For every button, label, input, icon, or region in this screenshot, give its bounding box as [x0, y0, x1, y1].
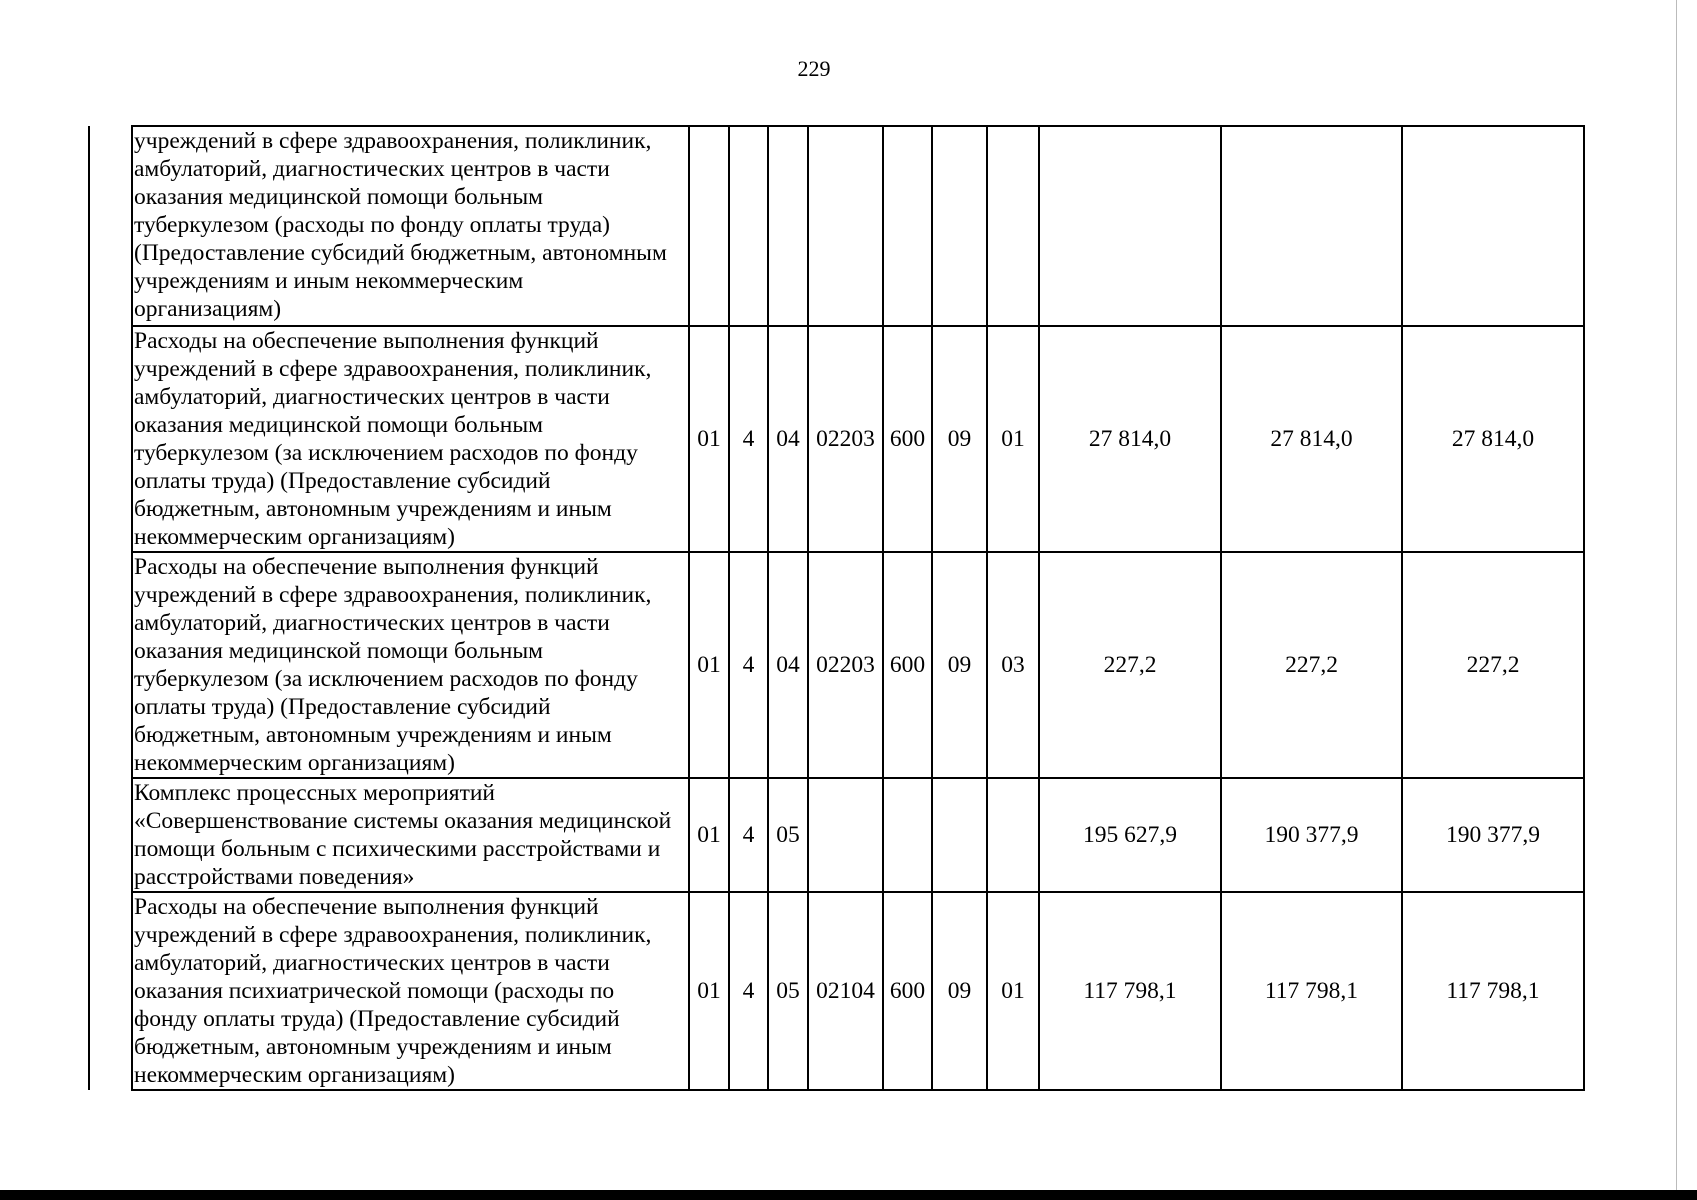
row-number-cell [89, 778, 132, 892]
amount-year2-cell [1221, 126, 1402, 326]
subsection-code-cell: 03 [987, 552, 1039, 778]
description-line: туберкулезом (расходы по фонду оплаты труда) [134, 212, 610, 238]
description-line: Расходы на обеспечение выполнения функций [134, 894, 599, 920]
description-line: учреждений в сфере здравоохранения, поликлиник, [134, 356, 652, 382]
direction-code-cell: 02203 [808, 326, 883, 552]
amount-year3-cell: 190 377,9 [1402, 778, 1584, 892]
subsection-code-cell [987, 126, 1039, 326]
program-code-cell: 01 [689, 552, 729, 778]
amount-year2-cell: 190 377,9 [1221, 778, 1402, 892]
scan-edge-line [1676, 0, 1677, 1190]
description-cell [132, 778, 689, 892]
program-code-cell: 01 [689, 778, 729, 892]
subprogram-code-cell: 4 [729, 326, 768, 552]
description-line: Расходы на обеспечение выполнения функций [134, 328, 599, 354]
subprogram-code-cell: 4 [729, 892, 768, 1090]
description-line: оказания медицинской помощи больным [134, 638, 544, 664]
description-line: амбулаторий, диагностических центров в части [134, 156, 610, 182]
description-line: некоммерческим организациям) [134, 1062, 455, 1088]
amount-year3-cell: 227,2 [1402, 552, 1584, 778]
section-code-cell [932, 778, 987, 892]
description-line: учреждений в сфере здравоохранения, поликлиник, [134, 922, 652, 948]
description-line: учреждениям и иным некоммерческим [134, 268, 524, 294]
direction-code-cell: 02104 [808, 892, 883, 1090]
table-row [89, 326, 1584, 552]
subsection-code-cell [987, 778, 1039, 892]
subprogram-code-cell: 4 [729, 552, 768, 778]
row-number-cell [89, 326, 132, 552]
expense-type-cell [883, 126, 932, 326]
description-line: амбулаторий, диагностических центров в части [134, 950, 610, 976]
amount-year1-cell: 195 627,9 [1039, 778, 1221, 892]
expense-type-cell [883, 778, 932, 892]
subprogram-code-cell: 4 [729, 778, 768, 892]
table-row [89, 892, 1584, 1090]
table-row [89, 778, 1584, 892]
amount-year2-cell: 227,2 [1221, 552, 1402, 778]
row-number-cell [89, 126, 132, 326]
expense-type-cell: 600 [883, 892, 932, 1090]
structure-code-cell: 04 [768, 326, 808, 552]
scan-bottom-bar [0, 1190, 1697, 1200]
amount-year3-cell: 117 798,1 [1402, 892, 1584, 1090]
expense-type-cell: 600 [883, 552, 932, 778]
subsection-code-cell: 01 [987, 326, 1039, 552]
amount-year1-cell: 27 814,0 [1039, 326, 1221, 552]
table-row [89, 552, 1584, 778]
structure-code-cell: 05 [768, 892, 808, 1090]
description-line: оплаты труда) (Предоставление субсидий [134, 468, 551, 494]
description-line: туберкулезом (за исключением расходов по фонду [134, 440, 638, 466]
description-line: оплаты труда) (Предоставление субсидий [134, 694, 551, 720]
description-line: некоммерческим организациям) [134, 750, 455, 776]
direction-code-cell: 02203 [808, 552, 883, 778]
description-line: «Совершенствование системы оказания медицинской [134, 808, 672, 834]
description-line: оказания медицинской помощи больным [134, 412, 544, 438]
description-line: Комплекс процессных мероприятий [134, 780, 496, 806]
description-line: некоммерческим организациям) [134, 524, 455, 550]
program-code-cell [689, 126, 729, 326]
description-line: помощи больным с психическими расстройствами и [134, 836, 661, 862]
description-cell [132, 892, 689, 1090]
description-cell [132, 126, 689, 326]
description-line: бюджетным, автономным учреждениям и иным [134, 1034, 612, 1060]
description-line: Расходы на обеспечение выполнения функций [134, 554, 599, 580]
description-line: амбулаторий, диагностических центров в части [134, 610, 610, 636]
row-number-cell [89, 892, 132, 1090]
amount-year1-cell: 117 798,1 [1039, 892, 1221, 1090]
description-line: бюджетным, автономным учреждениям и иным [134, 722, 612, 748]
page-number: 229 [797, 56, 831, 81]
description-line: (Предоставление субсидий бюджетным, автономным [134, 240, 667, 266]
description-line: учреждений в сфере здравоохранения, поликлиник, [134, 128, 652, 154]
subprogram-code-cell [729, 126, 768, 326]
amount-year1-cell: 227,2 [1039, 552, 1221, 778]
description-cell [132, 552, 689, 778]
description-line: туберкулезом (за исключением расходов по фонду [134, 666, 638, 692]
expense-type-cell: 600 [883, 326, 932, 552]
budget-table [88, 125, 1585, 1091]
description-line: учреждений в сфере здравоохранения, поликлиник, [134, 582, 652, 608]
section-code-cell: 09 [932, 326, 987, 552]
description-line: оказания психиатрической помощи (расходы по [134, 978, 615, 1004]
description-cell [132, 326, 689, 552]
section-code-cell [932, 126, 987, 326]
program-code-cell: 01 [689, 892, 729, 1090]
amount-year2-cell: 27 814,0 [1221, 326, 1402, 552]
subsection-code-cell: 01 [987, 892, 1039, 1090]
description-line: амбулаторий, диагностических центров в части [134, 384, 610, 410]
table-row [89, 126, 1584, 326]
structure-code-cell: 04 [768, 552, 808, 778]
amount-year1-cell [1039, 126, 1221, 326]
amount-year3-cell [1402, 126, 1584, 326]
structure-code-cell [768, 126, 808, 326]
description-line: фонду оплаты труда) (Предоставление субсидий [134, 1006, 620, 1032]
section-code-cell: 09 [932, 892, 987, 1090]
structure-code-cell: 05 [768, 778, 808, 892]
description-line: оказания медицинской помощи больным [134, 184, 544, 210]
amount-year2-cell: 117 798,1 [1221, 892, 1402, 1090]
row-number-cell [89, 552, 132, 778]
amount-year3-cell: 27 814,0 [1402, 326, 1584, 552]
description-line: бюджетным, автономным учреждениям и иным [134, 496, 612, 522]
direction-code-cell [808, 126, 883, 326]
section-code-cell: 09 [932, 552, 987, 778]
description-line: организациям) [134, 296, 282, 322]
description-line: расстройствами поведения» [134, 864, 415, 890]
direction-code-cell [808, 778, 883, 892]
program-code-cell: 01 [689, 326, 729, 552]
